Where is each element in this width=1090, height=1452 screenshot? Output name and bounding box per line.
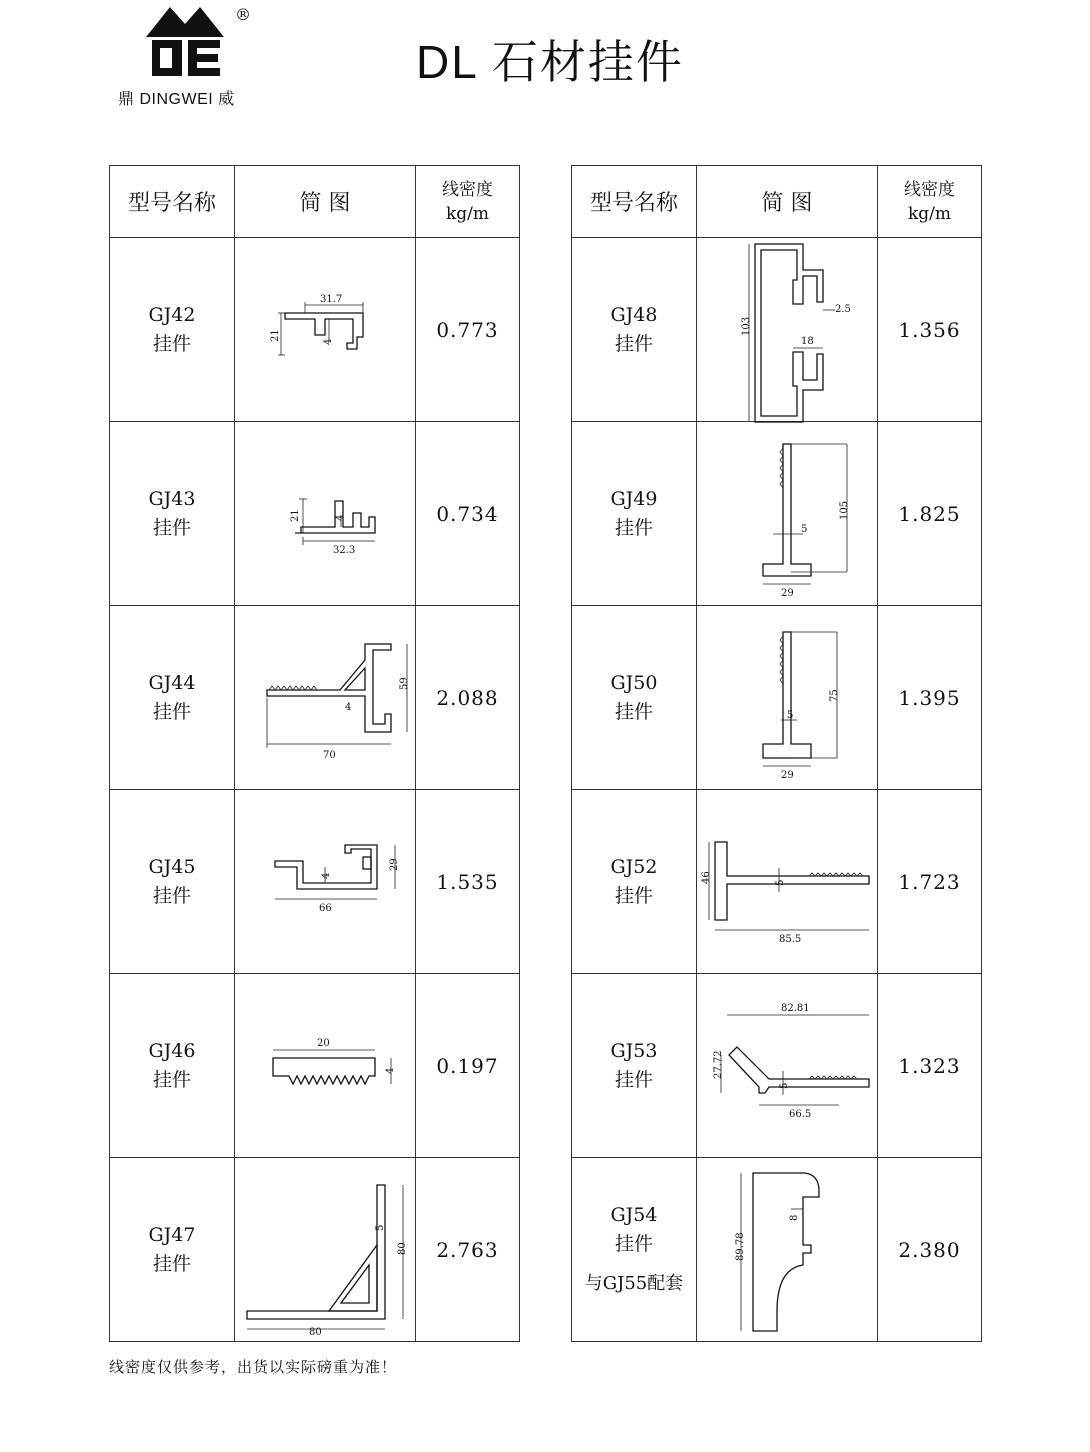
svg-text:29: 29 [389,857,400,871]
model-name [572,422,697,606]
gj42-profile-drawing [245,275,405,385]
svg-text:8: 8 [789,1214,800,1221]
table-row [110,422,520,606]
svg-text:2.5: 2.5 [835,303,851,315]
density-value: 2.380 [878,1158,982,1342]
model-type: 挂件 [152,700,191,723]
svg-text:5: 5 [787,709,794,721]
model-code: GJ52 [610,855,658,878]
model-type: 挂件 [614,1233,653,1255]
density-value: 0.734 [416,422,520,606]
density-value: 2.088 [416,606,520,790]
model-type: 挂件 [152,1252,191,1275]
model-code: GJ43 [148,487,196,510]
profile-figure [235,238,416,422]
registered-mark: ® [235,5,251,24]
gj52-profile-drawing [699,812,875,952]
table-row [110,974,520,1158]
dingwei-logo-icon [108,2,278,88]
model-code: GJ48 [610,303,658,326]
brand-right-char: 威 [218,91,235,108]
svg-text:75: 75 [829,688,840,702]
svg-text:46: 46 [701,870,712,884]
gj46-profile-drawing [245,996,405,1136]
model-name [110,422,235,606]
gj48-profile-drawing [707,240,867,420]
header-density-unit: kg/m [907,203,952,224]
gj44-profile-drawing [245,628,410,768]
density-value: 1.356 [878,238,982,422]
density-value: 0.197 [416,974,520,1158]
right-spec-table [571,165,982,1342]
svg-text:4: 4 [335,514,346,521]
model-code: GJ46 [148,1039,196,1062]
header-density [416,166,520,238]
model-name [572,238,697,422]
density-value: 1.723 [878,790,982,974]
svg-text:82.81: 82.81 [781,1002,810,1014]
density-value: 1.535 [416,790,520,974]
model-name [572,1158,697,1342]
profile-figure [697,238,878,422]
gj50-profile-drawing [707,608,867,788]
profile-figure [697,1158,878,1342]
model-type: 挂件 [614,700,653,723]
header-density [878,166,982,238]
gj53-profile-drawing [699,981,875,1151]
table-row [110,238,520,422]
brand-name [118,86,235,109]
model-code: GJ47 [148,1223,196,1246]
table-row [110,606,520,790]
gj43-profile-drawing [245,459,405,569]
profile-figure [697,974,878,1158]
model-type: 挂件 [614,884,653,907]
svg-text:66.5: 66.5 [789,1108,812,1120]
model-name [110,974,235,1158]
model-type: 挂件 [152,516,191,539]
profile-figure [697,422,878,606]
model-name [572,790,697,974]
model-type: 挂件 [152,884,191,907]
profile-figure [697,606,878,790]
model-code: GJ49 [610,487,658,510]
profile-figure [697,790,878,974]
left-table-header [110,166,520,238]
right-table-header [572,166,982,238]
svg-text:29: 29 [781,587,794,599]
profile-figure [235,422,416,606]
header-density-label: 线密度 [904,179,955,200]
model-name [110,790,235,974]
table-row [572,238,982,422]
density-value: 1.323 [878,974,982,1158]
svg-text:18: 18 [801,335,814,347]
density-value: 2.763 [416,1158,520,1342]
table-row [572,790,982,974]
svg-text:103: 103 [741,316,752,336]
profile-figure [235,790,416,974]
density-value: 1.395 [878,606,982,790]
model-name [110,1158,235,1342]
table-row [572,606,982,790]
model-code: GJ53 [610,1039,658,1062]
left-spec-table [109,165,520,1342]
model-type: 挂件 [614,1068,653,1091]
model-code: GJ50 [610,671,658,694]
page-title: DL 石材挂件 [416,36,684,88]
table-row [572,974,982,1158]
brand-left-char: 鼎 [118,91,135,108]
model-type: 挂件 [152,1068,191,1091]
header-model: 型号名称 [110,166,235,238]
header-figure: 简 图 [697,166,878,238]
svg-text:27.72: 27.72 [713,1049,724,1079]
svg-text:32.3: 32.3 [333,544,356,556]
model-name [572,606,697,790]
model-type: 挂件 [614,516,653,539]
svg-text:5: 5 [779,1082,790,1089]
header-figure: 简 图 [235,166,416,238]
header-density-unit: kg/m [445,203,490,224]
header-density-label: 线密度 [442,179,493,200]
footer-note: 线密度仅供参考，出货以实际磅重为准！ [109,1358,398,1376]
density-value: 0.773 [416,238,520,422]
svg-text:29: 29 [781,769,794,781]
svg-text:5: 5 [375,1224,386,1231]
gj49-profile-drawing [707,424,867,604]
density-value: 1.825 [878,422,982,606]
svg-text:20: 20 [317,1037,330,1049]
svg-text:4: 4 [323,338,334,345]
model-type: 挂件 [152,332,191,355]
svg-text:21: 21 [270,328,281,342]
model-name [572,974,697,1158]
table-row [572,1158,982,1342]
svg-text:105: 105 [839,500,850,520]
svg-text:89.78: 89.78 [735,1231,746,1261]
svg-text:85.5: 85.5 [779,933,802,945]
svg-text:80: 80 [309,1326,322,1338]
svg-text:4: 4 [385,1067,396,1074]
svg-text:4: 4 [345,701,352,713]
svg-text:59: 59 [399,676,410,690]
model-code: GJ45 [148,855,196,878]
svg-text:80: 80 [397,1241,408,1255]
model-code: GJ44 [148,671,196,694]
svg-text:5: 5 [775,879,786,886]
svg-text:66: 66 [319,902,332,914]
table-row [572,422,982,606]
model-note: 与GJ55配套 [584,1273,684,1294]
gj45-profile-drawing [245,827,405,937]
model-type: 挂件 [614,332,653,355]
profile-figure [235,1158,416,1342]
model-name [110,238,235,422]
header-model: 型号名称 [572,166,697,238]
profile-figure [235,606,416,790]
svg-text:4: 4 [321,872,332,879]
table-row [110,790,520,974]
svg-text:31.7: 31.7 [320,293,343,305]
brand-name-text: DINGWEI [139,91,214,108]
svg-text:5: 5 [801,523,808,535]
svg-text:70: 70 [323,749,336,761]
model-code: GJ54 [610,1204,658,1226]
svg-text:21: 21 [290,508,301,522]
model-code: GJ42 [148,303,196,326]
table-row [110,1158,520,1342]
profile-figure [235,974,416,1158]
gj54-profile-drawing [707,1161,867,1339]
model-name [110,606,235,790]
gj47-profile-drawing [239,1165,411,1338]
